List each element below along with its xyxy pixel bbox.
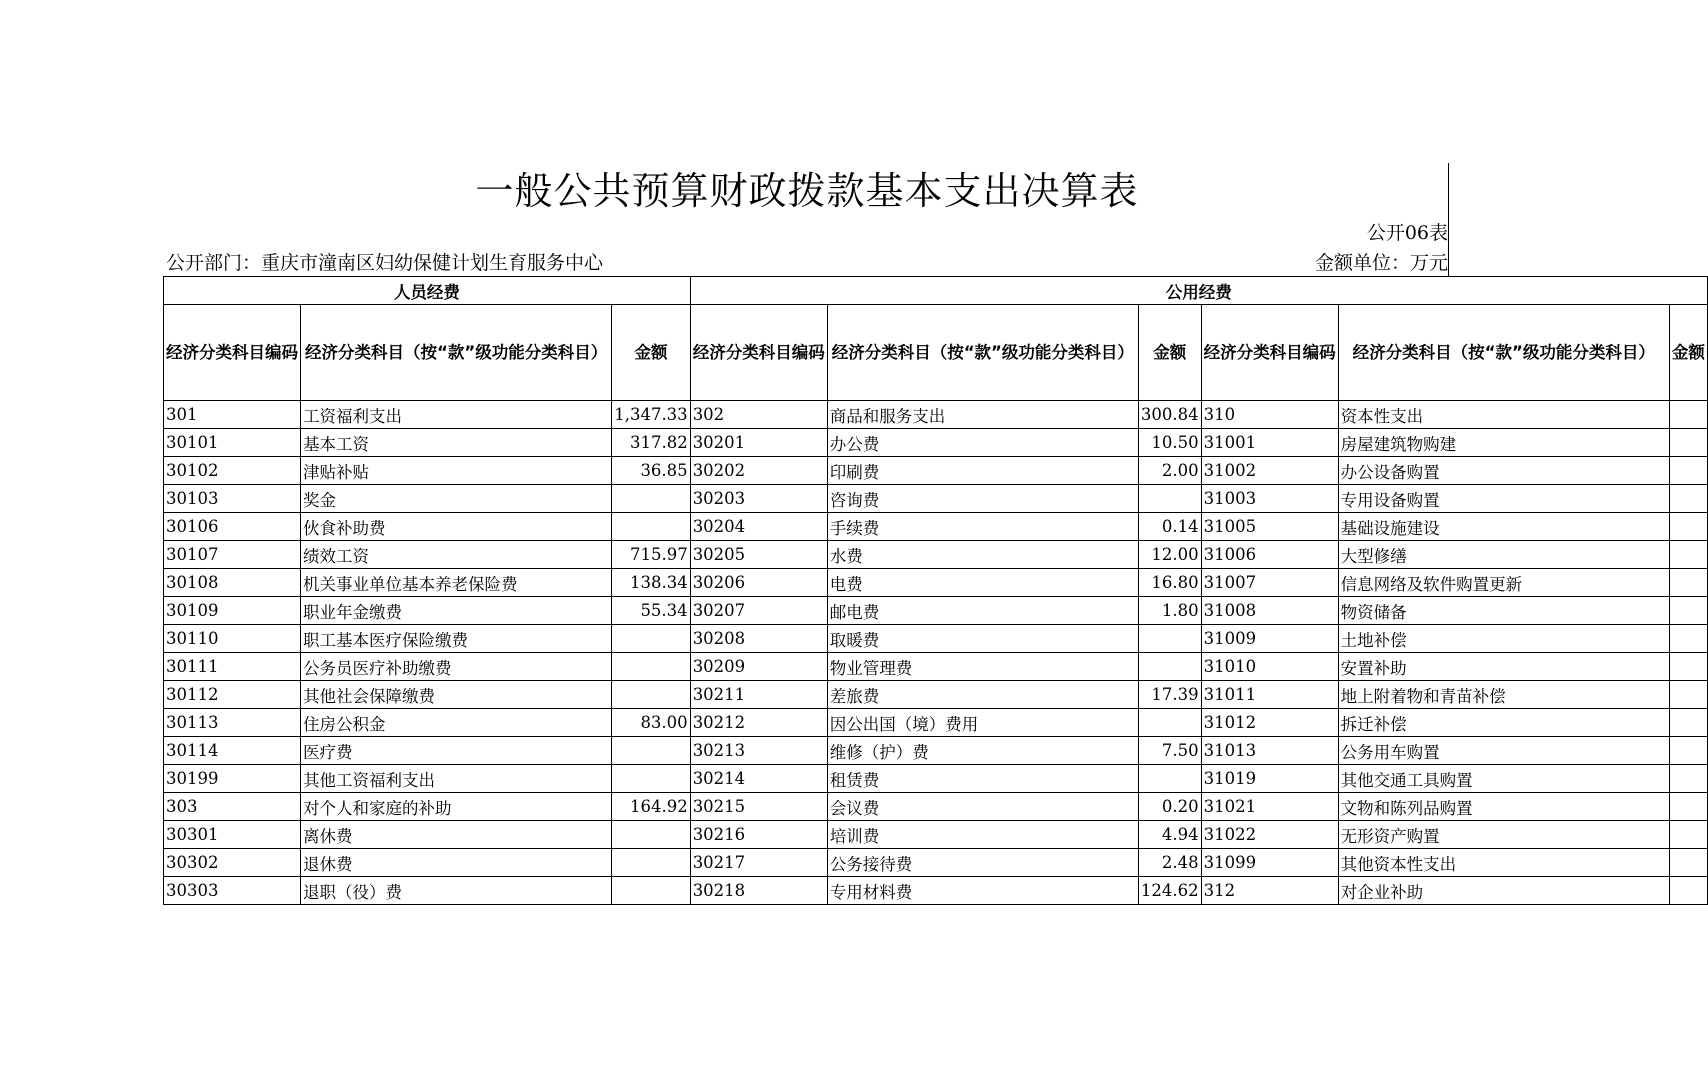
name-cell: 地上附着物和青苗补偿 [1338, 681, 1669, 709]
name-cell: 专用材料费 [827, 877, 1138, 905]
name-cell: 公务员医疗补助缴费 [301, 653, 612, 681]
name-cell: 机关事业单位基本养老保险费 [301, 569, 612, 597]
code-cell: 31003 [1201, 485, 1338, 513]
table-row [164, 401, 1708, 429]
amount-cell: 300.84 [1138, 401, 1201, 429]
name-cell: 基本工资 [301, 429, 612, 457]
name-cell: 差旅费 [827, 681, 1138, 709]
code-cell: 303 [164, 793, 301, 821]
amount-cell [1138, 485, 1201, 513]
code-cell: 30211 [690, 681, 827, 709]
code-cell: 30102 [164, 457, 301, 485]
amount-cell [612, 737, 690, 765]
name-cell: 绩效工资 [301, 541, 612, 569]
table-row [164, 793, 1708, 821]
name-cell: 退休费 [301, 849, 612, 877]
code-cell: 30301 [164, 821, 301, 849]
name-cell: 职工基本医疗保险缴费 [301, 625, 612, 653]
amount-cell [1138, 765, 1201, 793]
name-cell: 租赁费 [827, 765, 1138, 793]
amount-cell: 10.50 [1138, 429, 1201, 457]
name-cell: 手续费 [827, 513, 1138, 541]
code-cell: 30216 [690, 821, 827, 849]
name-cell: 物资储备 [1338, 597, 1669, 625]
name-cell: 津贴补贴 [301, 457, 612, 485]
code-cell: 30110 [164, 625, 301, 653]
header-code-1: 经济分类科目编码 [164, 305, 301, 401]
amount-cell [1669, 429, 1707, 457]
amount-cell [612, 625, 690, 653]
table-row [164, 737, 1708, 765]
code-cell: 31006 [1201, 541, 1338, 569]
name-cell: 水费 [827, 541, 1138, 569]
page-title: 一般公共预算财政拨款基本支出决算表 [475, 169, 1139, 213]
amount-cell: 164.92 [612, 793, 690, 821]
amount-cell: 0.20 [1138, 793, 1201, 821]
group-header-row [164, 277, 1708, 305]
name-cell: 无形资产购置 [1338, 821, 1669, 849]
name-cell: 其他资本性支出 [1338, 849, 1669, 877]
amount-cell: 124.62 [1138, 877, 1201, 905]
name-cell: 对个人和家庭的补助 [301, 793, 612, 821]
name-cell: 其他工资福利支出 [301, 765, 612, 793]
department-label: 公开部门：重庆市潼南区妇幼保健计划生育服务中心 [166, 252, 604, 274]
amount-cell [1138, 625, 1201, 653]
code-cell: 30199 [164, 765, 301, 793]
code-cell: 30106 [164, 513, 301, 541]
table-row [164, 569, 1708, 597]
code-cell: 31011 [1201, 681, 1338, 709]
code-cell: 31013 [1201, 737, 1338, 765]
header-amount-3: 金额 [1669, 305, 1707, 401]
code-cell: 31002 [1201, 457, 1338, 485]
amount-cell [612, 765, 690, 793]
amount-cell [1669, 709, 1707, 737]
code-cell: 30207 [690, 597, 827, 625]
amount-cell: 83.00 [612, 709, 690, 737]
amount-cell [1669, 877, 1707, 905]
amount-cell: 17.39 [1138, 681, 1201, 709]
code-cell: 30213 [690, 737, 827, 765]
name-cell: 职业年金缴费 [301, 597, 612, 625]
name-cell: 会议费 [827, 793, 1138, 821]
table-row [164, 485, 1708, 513]
code-cell: 301 [164, 401, 301, 429]
amount-cell [1669, 849, 1707, 877]
code-cell: 30215 [690, 793, 827, 821]
table-row [164, 849, 1708, 877]
code-cell: 30112 [164, 681, 301, 709]
amount-cell [612, 681, 690, 709]
header-amount-2: 金额 [1138, 305, 1201, 401]
name-cell: 土地补偿 [1338, 625, 1669, 653]
code-cell: 30208 [690, 625, 827, 653]
name-cell: 取暖费 [827, 625, 1138, 653]
amount-cell [1669, 485, 1707, 513]
code-cell: 310 [1201, 401, 1338, 429]
name-cell: 电费 [827, 569, 1138, 597]
amount-cell [1669, 597, 1707, 625]
header-name-3: 经济分类科目（按“款”级功能分类科目） [1338, 305, 1669, 401]
header-name-1: 经济分类科目（按“款”级功能分类科目） [301, 305, 612, 401]
header-name-2: 经济分类科目（按“款”级功能分类科目） [827, 305, 1138, 401]
name-cell: 公务用车购置 [1338, 737, 1669, 765]
amount-cell: 0.14 [1138, 513, 1201, 541]
code-cell: 30217 [690, 849, 827, 877]
header-code-2: 经济分类科目编码 [690, 305, 827, 401]
amount-cell [612, 653, 690, 681]
table-row [164, 513, 1708, 541]
name-cell: 对企业补助 [1338, 877, 1669, 905]
header-code-3: 经济分类科目编码 [1201, 305, 1338, 401]
table-row [164, 653, 1708, 681]
name-cell: 住房公积金 [301, 709, 612, 737]
amount-cell: 715.97 [612, 541, 690, 569]
amount-cell [1669, 625, 1707, 653]
amount-cell [1669, 541, 1707, 569]
code-cell: 30303 [164, 877, 301, 905]
name-cell: 大型修缮 [1338, 541, 1669, 569]
name-cell: 印刷费 [827, 457, 1138, 485]
code-cell: 30109 [164, 597, 301, 625]
amount-cell [1669, 765, 1707, 793]
group-header-public: 公用经费 [690, 277, 1707, 305]
name-cell: 其他社会保障缴费 [301, 681, 612, 709]
code-cell: 31022 [1201, 821, 1338, 849]
name-cell: 文物和陈列品购置 [1338, 793, 1669, 821]
code-cell: 30204 [690, 513, 827, 541]
amount-cell: 36.85 [612, 457, 690, 485]
code-cell: 302 [690, 401, 827, 429]
code-cell: 312 [1201, 877, 1338, 905]
name-cell: 培训费 [827, 821, 1138, 849]
amount-cell: 4.94 [1138, 821, 1201, 849]
code-cell: 31009 [1201, 625, 1338, 653]
name-cell: 物业管理费 [827, 653, 1138, 681]
name-cell: 邮电费 [827, 597, 1138, 625]
code-cell: 30202 [690, 457, 827, 485]
code-cell: 31008 [1201, 597, 1338, 625]
code-cell: 30218 [690, 877, 827, 905]
amount-cell: 16.80 [1138, 569, 1201, 597]
name-cell: 公务接待费 [827, 849, 1138, 877]
amount-cell: 1.80 [1138, 597, 1201, 625]
name-cell: 其他交通工具购置 [1338, 765, 1669, 793]
amount-cell: 2.48 [1138, 849, 1201, 877]
code-cell: 31001 [1201, 429, 1338, 457]
code-cell: 30103 [164, 485, 301, 513]
table-row [164, 877, 1708, 905]
name-cell: 房屋建筑物购建 [1338, 429, 1669, 457]
code-cell: 31019 [1201, 765, 1338, 793]
code-cell: 30205 [690, 541, 827, 569]
table-row [164, 457, 1708, 485]
code-cell: 30201 [690, 429, 827, 457]
code-cell: 30209 [690, 653, 827, 681]
name-cell: 基础设施建设 [1338, 513, 1669, 541]
code-cell: 31007 [1201, 569, 1338, 597]
amount-cell: 2.00 [1138, 457, 1201, 485]
name-cell: 办公费 [827, 429, 1138, 457]
code-cell: 30113 [164, 709, 301, 737]
amount-cell [612, 485, 690, 513]
code-cell: 30212 [690, 709, 827, 737]
code-cell: 30214 [690, 765, 827, 793]
name-cell: 资本性支出 [1338, 401, 1669, 429]
code-cell: 30206 [690, 569, 827, 597]
name-cell: 安置补助 [1338, 653, 1669, 681]
header-amount-1: 金额 [612, 305, 690, 401]
name-cell: 信息网络及软件购置更新 [1338, 569, 1669, 597]
amount-cell [1669, 401, 1707, 429]
code-cell: 30111 [164, 653, 301, 681]
name-cell: 因公出国（境）费用 [827, 709, 1138, 737]
amount-cell [1669, 569, 1707, 597]
amount-cell [1669, 681, 1707, 709]
table-row [164, 597, 1708, 625]
name-cell: 办公设备购置 [1338, 457, 1669, 485]
group-header-personnel: 人员经费 [164, 277, 691, 305]
table-number: 公开06表 [1366, 222, 1448, 244]
code-cell: 30101 [164, 429, 301, 457]
table-row [164, 429, 1708, 457]
name-cell: 维修（护）费 [827, 737, 1138, 765]
amount-cell [1669, 457, 1707, 485]
code-cell: 31099 [1201, 849, 1338, 877]
amount-cell [612, 513, 690, 541]
name-cell: 咨询费 [827, 485, 1138, 513]
amount-cell [1138, 709, 1201, 737]
amount-cell: 138.34 [612, 569, 690, 597]
code-cell: 31005 [1201, 513, 1338, 541]
table-row [164, 821, 1708, 849]
amount-cell [612, 849, 690, 877]
unit-label: 金额单位：万元 [1314, 252, 1448, 274]
table-row [164, 765, 1708, 793]
name-cell: 拆迁补偿 [1338, 709, 1669, 737]
amount-cell: 7.50 [1138, 737, 1201, 765]
name-cell: 离休费 [301, 821, 612, 849]
name-cell: 医疗费 [301, 737, 612, 765]
name-cell: 奖金 [301, 485, 612, 513]
amount-cell: 1,347.33 [612, 401, 690, 429]
table-row [164, 541, 1708, 569]
table-row [164, 681, 1708, 709]
amount-cell [612, 877, 690, 905]
code-cell: 31010 [1201, 653, 1338, 681]
amount-cell [1669, 793, 1707, 821]
code-cell: 30108 [164, 569, 301, 597]
table-body [164, 401, 1708, 905]
code-cell: 31021 [1201, 793, 1338, 821]
table-row [164, 625, 1708, 653]
name-cell: 退职（役）费 [301, 877, 612, 905]
name-cell: 工资福利支出 [301, 401, 612, 429]
table-row [164, 709, 1708, 737]
amount-cell [1669, 737, 1707, 765]
code-cell: 30302 [164, 849, 301, 877]
code-cell: 30114 [164, 737, 301, 765]
name-cell: 商品和服务支出 [827, 401, 1138, 429]
amount-cell [1669, 821, 1707, 849]
amount-cell [1138, 653, 1201, 681]
amount-cell: 12.00 [1138, 541, 1201, 569]
code-cell: 31012 [1201, 709, 1338, 737]
expenditure-table [163, 276, 1708, 905]
code-cell: 30107 [164, 541, 301, 569]
amount-cell [1669, 653, 1707, 681]
code-cell: 30203 [690, 485, 827, 513]
name-cell: 伙食补助费 [301, 513, 612, 541]
name-cell: 专用设备购置 [1338, 485, 1669, 513]
amount-cell [1669, 513, 1707, 541]
amount-cell [612, 821, 690, 849]
column-header-row [164, 305, 1708, 401]
amount-cell: 55.34 [612, 597, 690, 625]
amount-cell: 317.82 [612, 429, 690, 457]
